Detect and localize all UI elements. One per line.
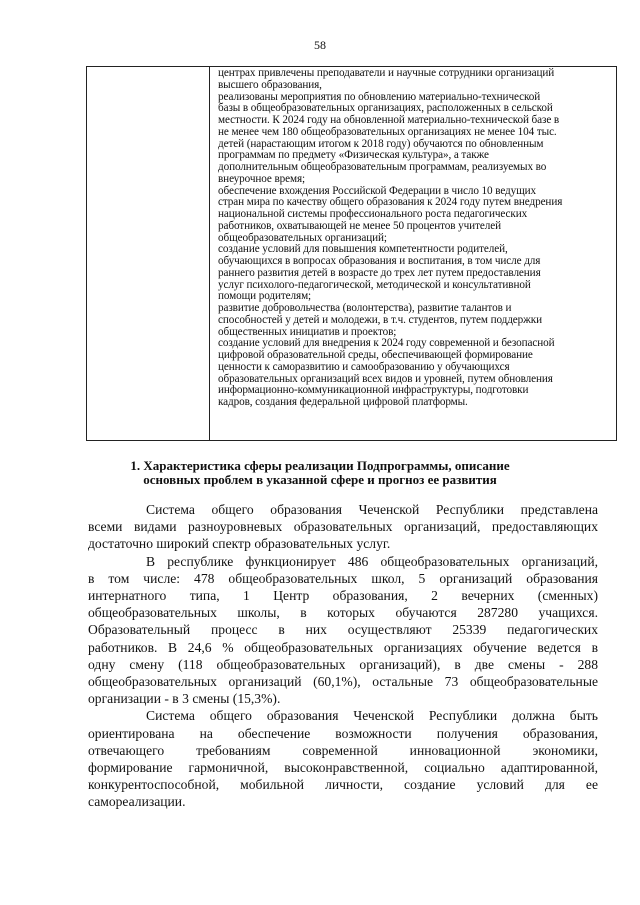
table-cell-text — [218, 68, 610, 409]
paragraph-line: самореализации. — [88, 794, 186, 810]
table-line: дополнительным общеобразовательным программам, реализуемых во — [218, 161, 547, 173]
table-line: образовательных организаций всех видов и уровней, путем обновления — [218, 372, 553, 385]
table-line: высшего образования, — [218, 78, 322, 91]
paragraph-line: одну смену (118 общеобразовательных организаций), в две смены - 288 — [88, 656, 598, 672]
table-line: обучающихся в вопросах образования и воспитания, в том числе для — [218, 255, 541, 267]
paragraph-line: работников. В 24,6 % общеобразовательных организациях обучение ведется в — [88, 639, 598, 655]
paragraph-line: всеми видами разноуровневых образовательных организаций, предоставляющих — [88, 519, 598, 535]
table-line: помощи родителям; — [218, 290, 312, 303]
paragraph-line: общеобразовательных школы, в которых обучаются 287280 учащихся. — [88, 605, 598, 621]
paragraph-line: формирование гармоничной, высоконравственной, социально адаптированной, — [88, 760, 598, 776]
paragraph-line: ориентирована на обеспечение возможности получения образования, — [88, 725, 598, 741]
table-column-divider — [209, 67, 210, 440]
table-line: базы в общеобразовательных организациях, расположенных в сельской — [218, 102, 553, 115]
body-text — [88, 501, 598, 811]
table-line: общеобразовательных организаций; — [218, 231, 387, 244]
table-line: центрах привлечены преподаватели и научные сотрудники организаций — [218, 67, 555, 79]
table-line: ценности к саморазвитию и самообразованию у обучающихся — [218, 360, 510, 373]
paragraph-line: Система общего образования Чеченской Республики представлена — [146, 502, 598, 517]
paragraph-line: Система общего образования Чеченской Республики должна быть — [146, 708, 598, 724]
table-line: создание условий для внедрения к 2024 году современной и безопасной — [218, 337, 555, 350]
table-line: информационно-коммуникационной инфраструктуры, подготовки — [218, 384, 529, 397]
table-line: внеурочное время; — [218, 172, 306, 185]
table-line: работников, охватывающей не менее 50 процентов учителей — [218, 219, 501, 232]
table-line: не менее чем 180 общеобразовательных организациях не менее 104 тыс. — [218, 125, 557, 138]
table-line: кадров, создания федеральной цифровой платформы. — [218, 396, 468, 408]
table-line: развитие добровольчества (волонтерства), развитие талантов и — [218, 302, 512, 314]
paragraph-line: в том числе: 478 общеобразовательных школ, 5 организаций образования — [88, 570, 598, 586]
section-heading-line: 1. Характеристика сферы реализации Подпрограммы, описание — [130, 458, 510, 473]
paragraph-line: конкурентоспособной, мобильной личности, создание условий для ее — [88, 777, 598, 793]
paragraph-line: организации - в 3 смены (15,3%). — [88, 691, 281, 707]
table-line: цифровой образовательной среды, обеспечивающей формирование — [218, 349, 533, 361]
table-line: общественных инициатив и проектов; — [218, 325, 397, 338]
paragraph-line: отвечающего требованиям современной инновационной экономики, — [88, 742, 598, 758]
table-line: услуг психолого-педагогической, методической и консультативной — [218, 278, 531, 291]
paragraph-line: Образовательный процесс в них осуществляют 25339 педагогических — [88, 622, 598, 638]
table-line: раннего развития детей в возрасте до трех лет путем предоставления — [218, 266, 541, 279]
paragraph-line: общеобразовательных организаций (60,1%), остальные 73 общеобразовательные — [88, 674, 598, 690]
paragraph-line: интернатного типа, 1 Центр образования, 2 вечерних (сменных) — [88, 588, 598, 604]
table-line: способностей у детей и молодежи, в т.ч. студентов, путем поддержки — [218, 313, 543, 326]
paragraph-line: В республике функционирует 486 общеобразовательных организаций, — [146, 553, 598, 569]
table-line: детей (нарастающим итогом к 2018 году) обучаются по обновленным — [218, 137, 544, 150]
table-line: обеспечение вхождения Российской Федерации в число 10 ведущих — [218, 184, 537, 197]
table-line: национальной системы профессионального роста педагогических — [218, 208, 528, 220]
table-continuation — [86, 66, 617, 441]
section-heading — [0, 459, 640, 487]
table-line: стран мира по качеству общего образования к 2024 году путем внедрения — [218, 196, 563, 209]
table-line: реализованы мероприятия по обновлению материально-технической — [218, 90, 541, 103]
table-line: местности. К 2024 году на обновленной материально-технической базе в — [218, 114, 560, 126]
paragraph-line: достаточно широкий спектр образовательных услуг. — [88, 536, 391, 552]
section-heading-line: основных проблем в указанной сфере и прогноз ее развития — [143, 472, 497, 487]
table-line: программам по предмету «Физическая культура», а также — [218, 149, 489, 162]
table-line: создание условий для повышения компетентности родителей, — [218, 243, 508, 256]
page-number: 58 — [314, 38, 326, 52]
